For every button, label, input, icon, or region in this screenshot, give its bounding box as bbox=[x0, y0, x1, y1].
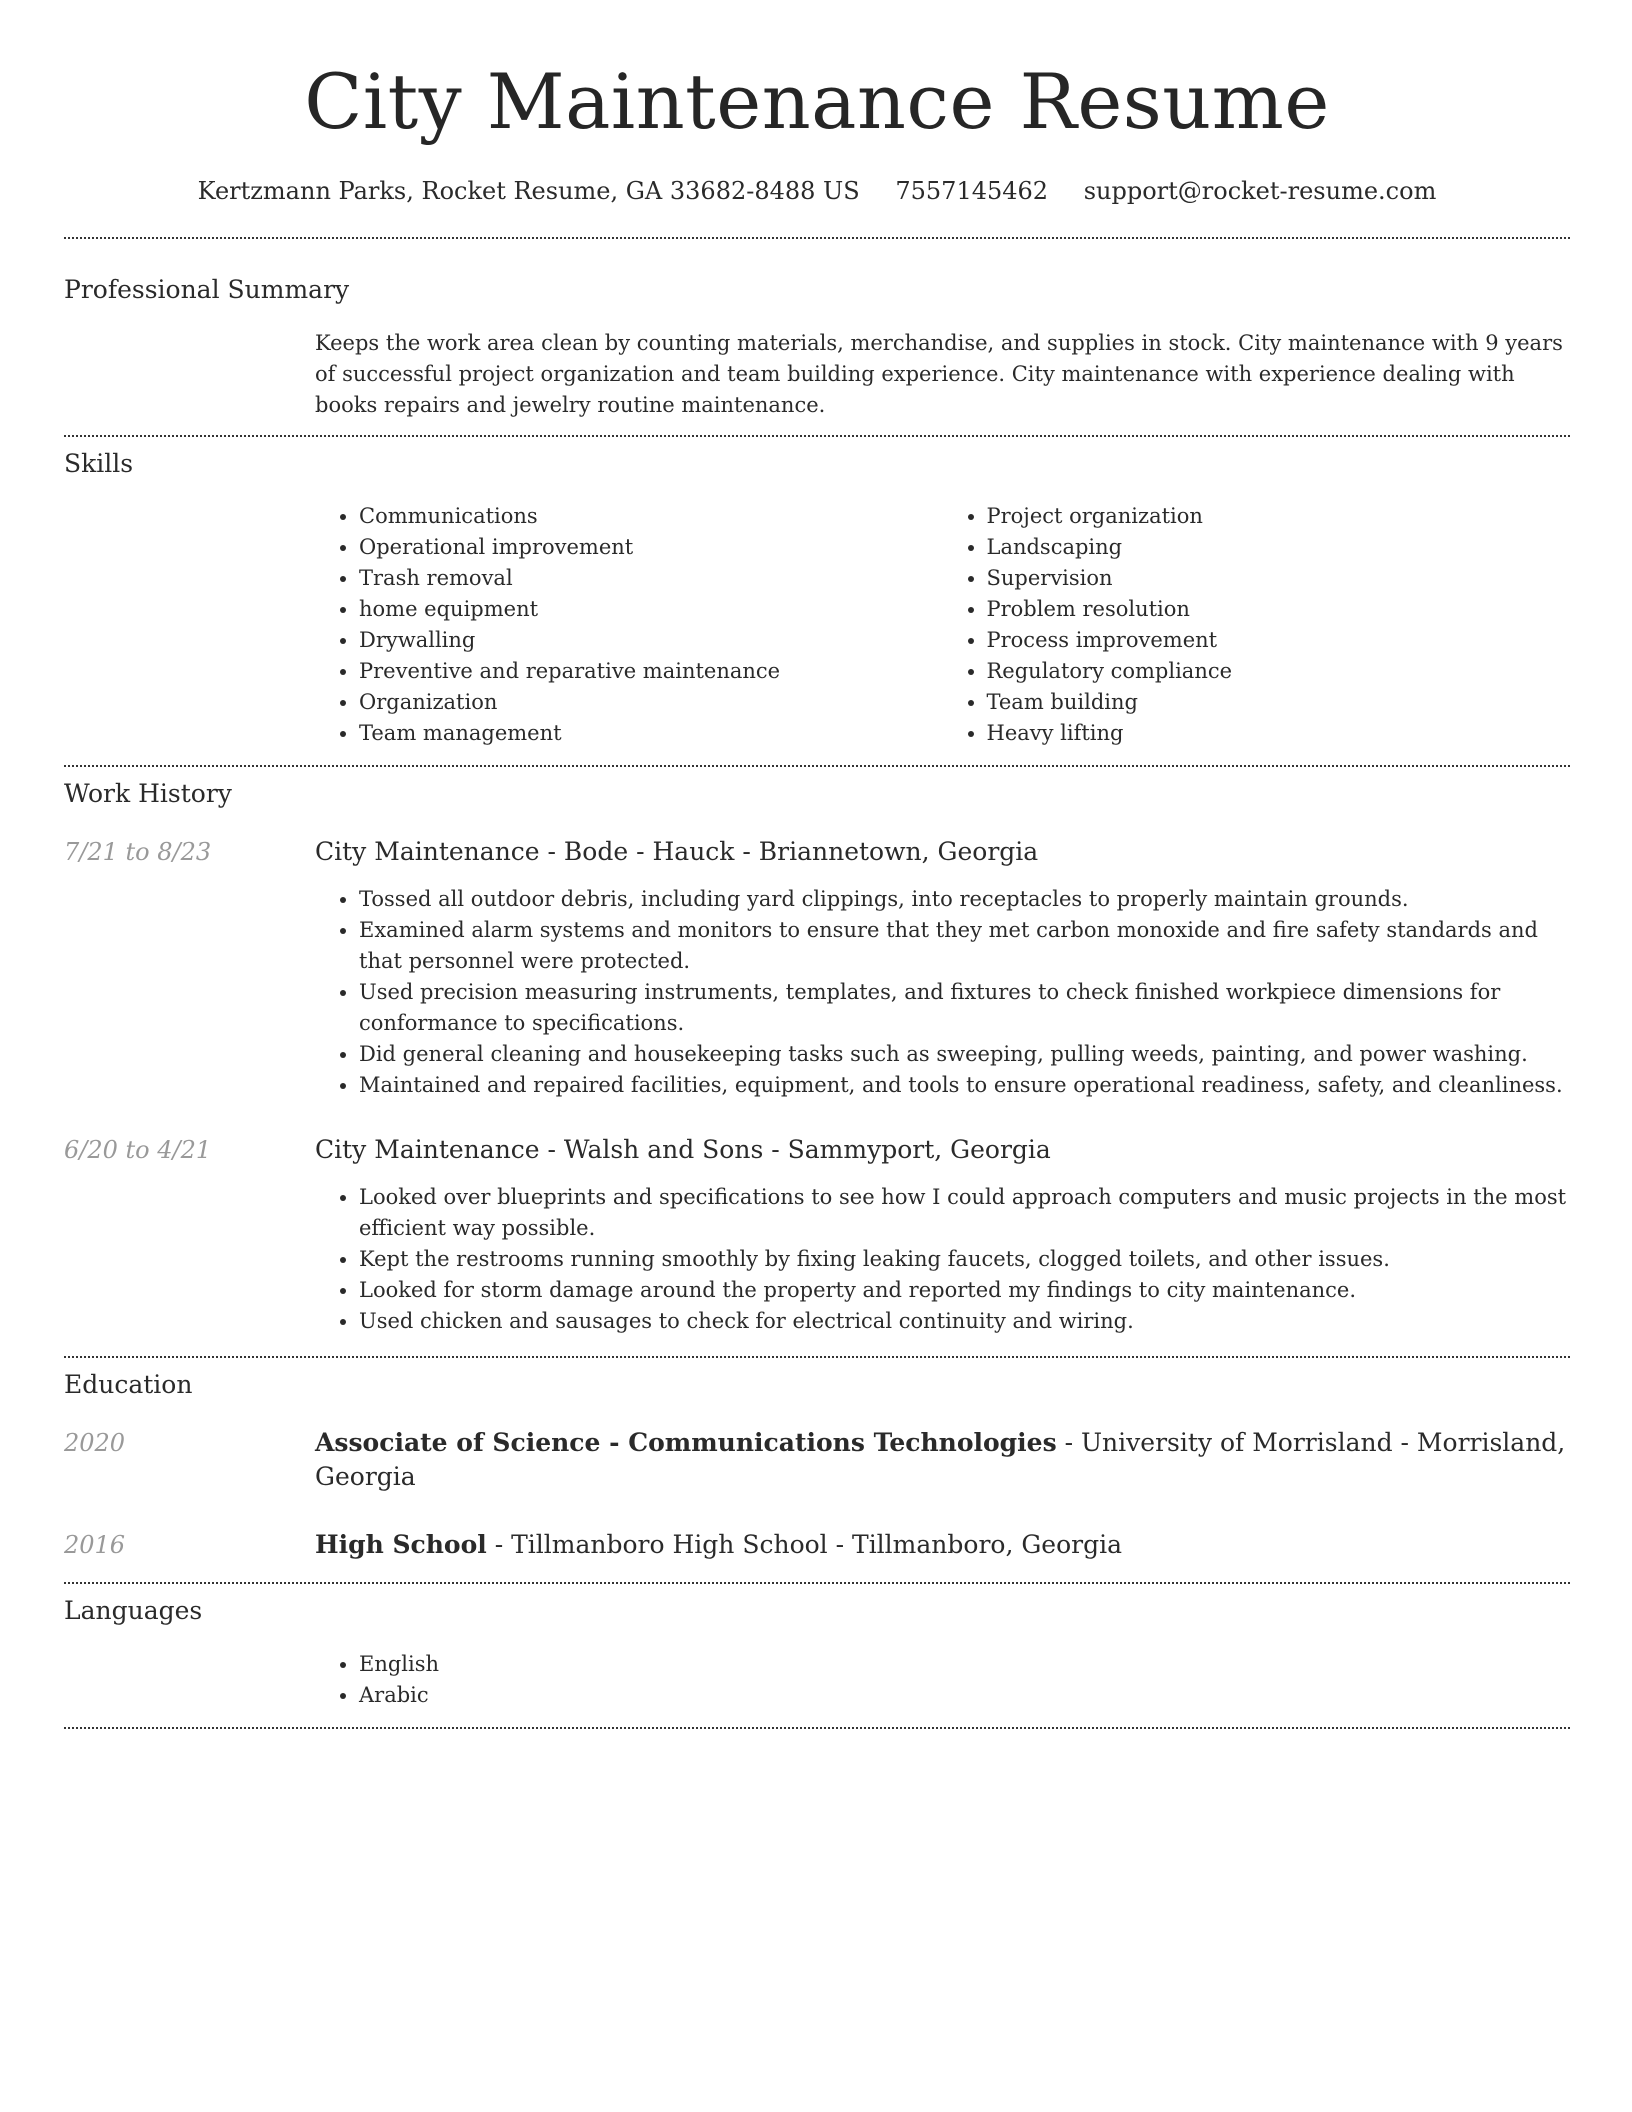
education-degree: High School bbox=[315, 1530, 487, 1559]
job-bullet: • Examined alarm systems and monitors to ensure that they met carbon monoxide and fire safety standards and that personnel were protected. bbox=[359, 915, 1570, 977]
education-year: 2020 bbox=[64, 1429, 126, 1457]
job-title: City Maintenance - Walsh and Sons - Sammyport, Georgia bbox=[315, 1135, 1051, 1164]
job-bullet-list bbox=[315, 1182, 1570, 1337]
job-bullets bbox=[315, 1182, 1570, 1337]
skill-item: • home equipment bbox=[359, 594, 943, 625]
work-heading: Work History bbox=[64, 779, 232, 808]
education-degree: Associate of Science - Communications Technologies bbox=[315, 1428, 1057, 1457]
skill-item: • Heavy lifting bbox=[987, 718, 1571, 749]
job-bullet: • Used chicken and sausages to check for electrical continuity and wiring. bbox=[359, 1306, 1570, 1337]
education-year: 2016 bbox=[64, 1531, 126, 1559]
contact-address: Kertzmann Parks, Rocket Resume, GA 33682-8488 US bbox=[197, 177, 860, 205]
job-entry bbox=[64, 1133, 1570, 1337]
job-header bbox=[64, 1133, 1570, 1167]
summary-text: Keeps the work area clean by counting materials, merchandise, and supplies in stock. City maintenance with 9 years of successful project organization and team building experience. City maintenance with experience dealing with books repairs and jewelry routine maintenance. bbox=[315, 331, 1563, 417]
skill-item: • Trash removal bbox=[359, 563, 943, 594]
contact-email: support@rocket-resume.com bbox=[1083, 177, 1437, 205]
skill-item: • Team building bbox=[987, 687, 1571, 718]
divider bbox=[64, 1727, 1570, 1729]
skill-item: • Communications bbox=[359, 501, 943, 532]
education-heading: Education bbox=[64, 1370, 193, 1399]
job-title: City Maintenance - Bode - Hauck - Briannetown, Georgia bbox=[315, 837, 1039, 866]
summary-heading: Professional Summary bbox=[64, 275, 350, 304]
skill-item: • Operational improvement bbox=[359, 532, 943, 563]
skills-columns bbox=[315, 501, 1570, 749]
language-item: • English bbox=[359, 1649, 1570, 1680]
skills-list-left bbox=[315, 501, 943, 749]
education-school: - Tillmanboro High School - Tillmanboro, Georgia bbox=[486, 1530, 1123, 1559]
job-header bbox=[64, 835, 1570, 869]
job-dates: 6/20 to 4/21 bbox=[64, 1136, 212, 1164]
resume-title: City Maintenance Resume bbox=[304, 57, 1330, 146]
education-section bbox=[64, 1358, 1570, 1562]
languages-heading: Languages bbox=[64, 1596, 203, 1625]
job-bullet: • Kept the restrooms running smoothly by fixing leaking faucets, clogged toilets, and other issues. bbox=[359, 1244, 1570, 1275]
skills-list-right bbox=[943, 501, 1571, 749]
skills-heading: Skills bbox=[64, 449, 134, 478]
skill-item: • Problem resolution bbox=[987, 594, 1571, 625]
skills-section bbox=[64, 437, 1570, 749]
job-bullet: • Looked over blueprints and specifications to see how I could approach computers and music projects in the most efficient way possible. bbox=[359, 1182, 1570, 1244]
job-bullet: • Did general cleaning and housekeeping tasks such as sweeping, pulling weeds, painting, and power washing. bbox=[359, 1039, 1570, 1070]
education-title bbox=[315, 1528, 1122, 1562]
job-bullet: • Tossed all outdoor debris, including yard clippings, into receptacles to properly maintain grounds. bbox=[359, 884, 1570, 915]
job-dates: 7/21 to 8/23 bbox=[64, 838, 212, 866]
skill-item: • Drywalling bbox=[359, 625, 943, 656]
skill-item: • Regulatory compliance bbox=[987, 656, 1571, 687]
summary-section bbox=[64, 239, 1570, 421]
job-bullets bbox=[315, 884, 1570, 1101]
language-item: • Arabic bbox=[359, 1680, 1570, 1711]
job-entry bbox=[64, 835, 1570, 1101]
contact-phone: 7557145462 bbox=[895, 177, 1049, 205]
languages-body bbox=[315, 1649, 1570, 1711]
resume-page bbox=[64, 0, 1570, 1729]
job-bullet: • Maintained and repaired facilities, equipment, and tools to ensure operational readiness, safety, and cleanliness. bbox=[359, 1070, 1570, 1101]
education-item bbox=[64, 1528, 1570, 1562]
contact-line bbox=[64, 174, 1570, 208]
education-title bbox=[315, 1426, 1570, 1494]
skill-item: • Team management bbox=[359, 718, 943, 749]
work-section bbox=[64, 767, 1570, 1337]
job-bullet: • Used precision measuring instruments, templates, and fixtures to check finished workpiece dimensions for conformance to specifications. bbox=[359, 977, 1570, 1039]
education-school: - University of Morrisland - Morrisland, Georgia bbox=[315, 1428, 1566, 1491]
job-bullet-list bbox=[315, 884, 1570, 1101]
languages-list bbox=[315, 1649, 1570, 1711]
skill-item: • Process improvement bbox=[987, 625, 1571, 656]
education-item bbox=[64, 1426, 1570, 1494]
skill-item: • Project organization bbox=[987, 501, 1571, 532]
languages-section bbox=[64, 1584, 1570, 1711]
job-bullet: • Looked for storm damage around the property and reported my findings to city maintenance. bbox=[359, 1275, 1570, 1306]
skill-item: • Preventive and reparative maintenance bbox=[359, 656, 943, 687]
skill-item: • Supervision bbox=[987, 563, 1571, 594]
skill-item: • Landscaping bbox=[987, 532, 1571, 563]
skill-item: • Organization bbox=[359, 687, 943, 718]
